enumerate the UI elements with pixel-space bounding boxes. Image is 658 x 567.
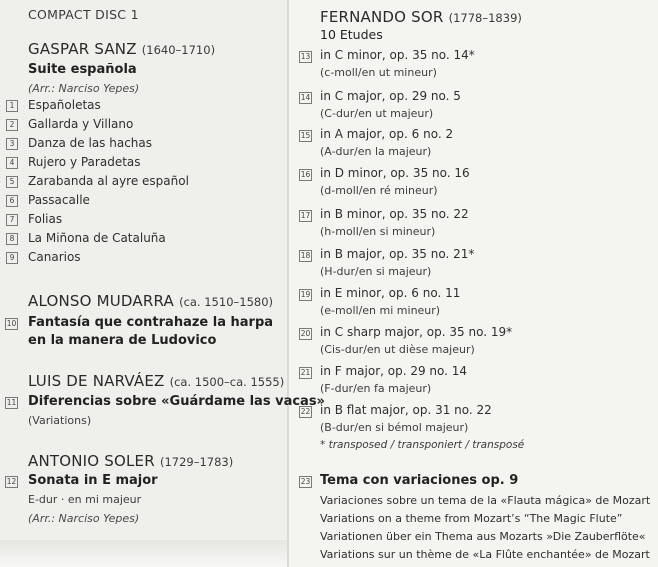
track-title: Españoletas (28, 98, 101, 112)
track-number: 19 (300, 290, 311, 299)
etude-title: in C major, op. 29 no. 5 (320, 89, 461, 103)
track-number: 2 (6, 119, 18, 131)
tema-variation-line: Variaciones sobre un tema de la «Flauta mágica» de Mozart (320, 494, 651, 507)
sor-footnote: * transposed / transponiert / transposé (320, 439, 525, 451)
track-title: Gallarda y Villano (28, 117, 134, 131)
track-number: 13 (300, 52, 311, 61)
track-title: Rujero y Paradetas (28, 155, 141, 169)
sor-composer: FERNANDO SOR (320, 8, 444, 26)
etude-title: in E minor, op. 6 no. 11 (320, 286, 461, 300)
etude-key: (Cis-dur/en ut dièse majeur) (320, 343, 475, 356)
mudarra-work-line1: Fantasía que contrahaze la harpa (28, 315, 274, 330)
etude-title: in F major, op. 29 no. 14 (320, 364, 468, 378)
etude-key: (B-dur/en si bémol majeur) (320, 421, 469, 434)
track-title: Folias (28, 212, 63, 226)
track-title: Passacalle (28, 193, 90, 207)
track-number: 18 (300, 251, 311, 260)
track-title: Canarios (28, 250, 81, 264)
track-number: 23 (300, 477, 311, 486)
track-number: 6 (6, 195, 18, 207)
track-number: 4 (6, 157, 18, 169)
mudarra-dates: (ca. 1510–1580) (179, 295, 274, 309)
etude-key: (H-dur/en si majeur) (320, 265, 432, 278)
etude-key: (e-moll/en mi mineur) (320, 304, 441, 317)
soler-heading (28, 451, 233, 470)
track-number: 20 (300, 329, 311, 338)
etude-key: (d-moll/en ré mineur) (320, 184, 438, 197)
tema-title: Tema con variaciones op. 9 (320, 473, 519, 488)
track-number: 22 (300, 407, 311, 416)
soler-dates: (1729–1783) (159, 455, 234, 469)
tema-variation-line: Variations on a theme from Mozart’s “The Magic Flute” (320, 512, 623, 525)
sor-dates: (1778–1839) (448, 11, 522, 25)
soler-arranger: (Arr.: Narciso Yepes) (28, 512, 140, 525)
etude-title: in C sharp major, op. 35 no. 19* (320, 325, 513, 339)
etude-key: (C-dur/en ut majeur) (320, 107, 434, 120)
track-title: Danza de las hachas (28, 136, 153, 150)
sanz-composer: GASPAR SANZ (28, 40, 137, 58)
track-number: 7 (6, 214, 18, 226)
track-number: 17 (300, 211, 311, 220)
sor-work: 10 Etudes (320, 27, 383, 42)
mudarra-heading (28, 291, 273, 310)
etude-title: in B major, op. 35 no. 21* (320, 247, 475, 261)
etude-key: (A-dur/en la majeur) (320, 145, 432, 158)
sanz-dates: (1640–1710) (141, 43, 216, 57)
narvaez-work: Diferencias sobre «Guárdame las vacas» (28, 394, 325, 409)
etude-title: in B minor, op. 35 no. 22 (320, 207, 469, 221)
tema-variation-line: Variations sur un thème de «La Flûte enchantée» de Mozart (320, 548, 650, 561)
track-number: 21 (300, 368, 311, 377)
track-number: 15 (300, 131, 311, 140)
etude-key: (c-moll/en ut mineur) (320, 66, 437, 79)
track-number: 9 (6, 252, 18, 264)
track-title: La Miñona de Cataluña (28, 231, 166, 245)
soler-key: E-dur · en mi majeur (28, 493, 142, 506)
etude-title: in C minor, op. 35 no. 14* (320, 48, 475, 62)
track-number: 12 (6, 477, 17, 486)
track-title: Zarabanda al ayre español (28, 174, 189, 188)
soler-composer: ANTONIO SOLER (28, 452, 155, 470)
etude-key: (h-moll/en si mineur) (320, 225, 436, 238)
left-column-bottom-edge (0, 540, 287, 567)
etude-title: in D minor, op. 35 no. 16 (320, 166, 470, 180)
track-number: 14 (300, 93, 311, 102)
track-number: 1 (6, 100, 18, 112)
tema-variation-line: Variationen über ein Thema aus Mozarts »Die Zauberflöte« (320, 530, 646, 543)
track-number: 10 (6, 319, 17, 328)
track-number: 8 (6, 233, 18, 245)
sor-heading (320, 7, 522, 26)
mudarra-composer: ALONSO MUDARRA (28, 292, 174, 310)
soler-work: Sonata in E major (28, 473, 158, 488)
narvaez-dates: (ca. 1500–ca. 1555) (169, 375, 285, 389)
track-number: 5 (6, 176, 18, 188)
sanz-arranger: (Arr.: Narciso Yepes) (28, 82, 140, 95)
track-number: 16 (300, 170, 311, 179)
narvaez-composer: LUIS DE NARVÁEZ (28, 372, 165, 390)
narvaez-subtitle: (Variations) (28, 414, 92, 427)
disc-title: COMPACT DISC 1 (28, 7, 139, 22)
track-number: 11 (6, 398, 17, 407)
sanz-heading (28, 39, 215, 58)
etude-key: (F-dur/en fa majeur) (320, 382, 432, 395)
etude-title: in A major, op. 6 no. 2 (320, 127, 454, 141)
mudarra-work-line2: en la manera de Ludovico (28, 333, 217, 348)
track-number: 3 (6, 138, 18, 150)
sanz-work: Suite española (28, 62, 137, 77)
etude-title: in B flat major, op. 31 no. 22 (320, 403, 492, 417)
narvaez-heading (28, 371, 284, 390)
